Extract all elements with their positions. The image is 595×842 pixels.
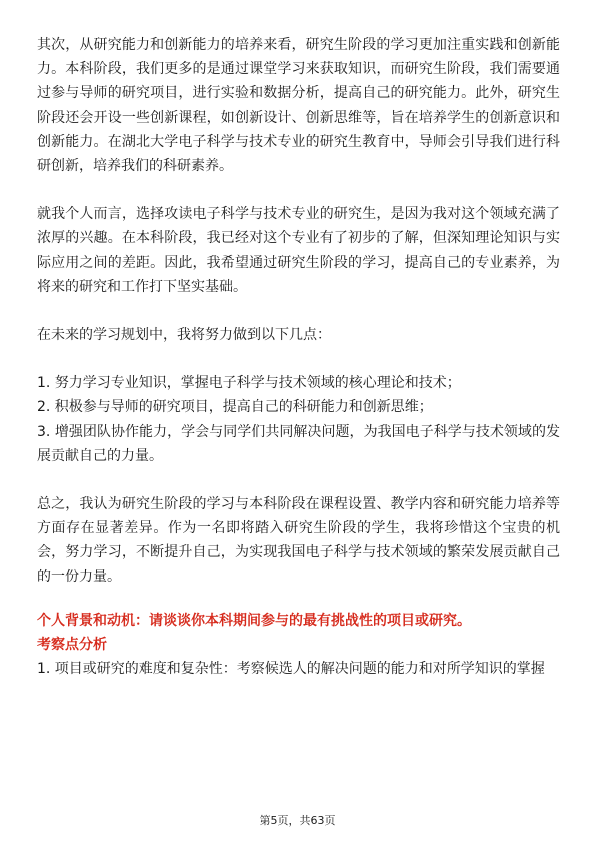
document-page	[37, 33, 560, 681]
spacer	[37, 468, 560, 492]
paragraph-personal-motivation: 就我个人而言，选择攻读电子科学与技术专业的研究生，是因为我对这个领域充满了浓厚的兴趣。在本科阶段，我已经对这个专业有了初步的了解，但深知理论知识与实际应用之间的差距。因此，我希望通过研究生阶段的学习，提高自己的专业素养，为将来的研究和工作打下坚实基础。	[37, 206, 560, 295]
spacer	[37, 589, 560, 609]
paragraph-research-ability: 其次，从研究能力和创新能力的培养来看，研究生阶段的学习更加注重实践和创新能力。本科阶段，我们更多的是通过课堂学习来获取知识，而研究生阶段，我们需要通过参与导师的研究项目，进行实验和数据分析，提高自己的研究能力。此外，研究生阶段还会开设一些创新课程，如创新设计、创新思维等，旨在培养学生的创新意识和创新能力。在湖北大学电子科学与技术专业的研究生教育中，导师会引导我们进行科研创新，培养我们的科研素养。	[37, 37, 560, 175]
spacer	[37, 347, 560, 371]
spacer	[37, 178, 560, 202]
list-item: 1. 努力学习专业知识，掌握电子科学与技术领域的核心理论和技术；	[37, 375, 461, 392]
paragraph-study-plan-intro: 在未来的学习规划中，我将努力做到以下几点：	[37, 327, 331, 344]
analysis-item: 1. 项目或研究的难度和复杂性：考察候选人的解决问题的能力和对所学知识的掌握	[37, 660, 545, 677]
analysis-heading: 考察点分析	[37, 636, 107, 653]
page-number: 第5页，共63页	[259, 814, 336, 827]
list-item: 2. 积极参与导师的研究项目，提高自己的科研能力和创新思维；	[37, 399, 433, 416]
question-title: 个人背景和动机：请谈谈你本科期间参与的最有挑战性的项目或研究。	[37, 612, 471, 629]
spacer	[37, 299, 560, 323]
list-item: 3. 增强团队协作能力，学会与同学们共同解决问题，为我国电子科学与技术领域的发展贡献自己的力量。	[37, 423, 560, 464]
paragraph-conclusion: 总之，我认为研究生阶段的学习与本科阶段在课程设置、教学内容和研究能力培养等方面存在显著差异。作为一名即将踏入研究生阶段的学生，我将珍惜这个宝贵的机会，努力学习，不断提升自己，为实现我国电子科学与技术领域的繁荣发展贡献自己的一份力量。	[37, 496, 560, 585]
